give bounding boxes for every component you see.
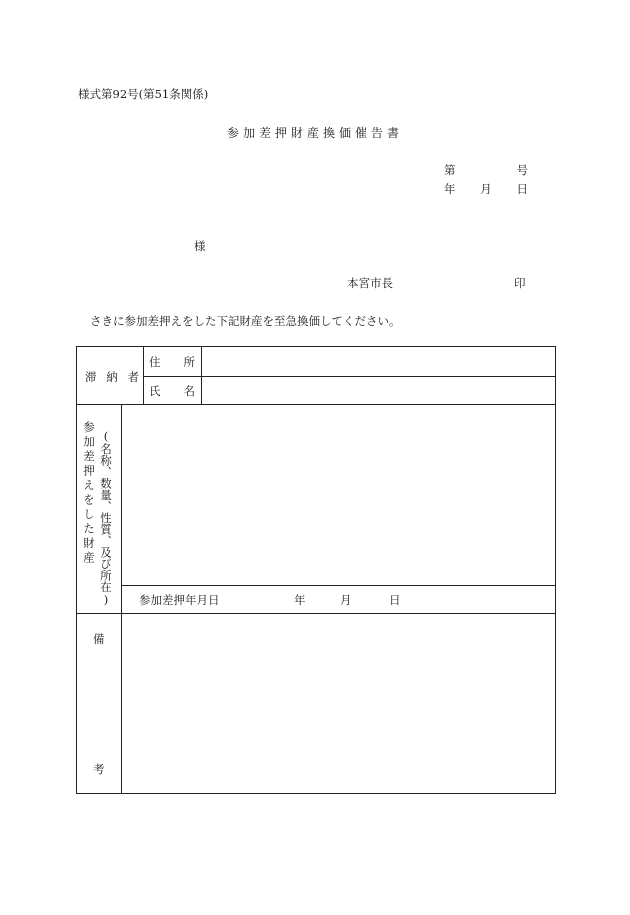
seizure-month: 月 (340, 593, 352, 607)
seizure-date-label: 参加差押年月日 (139, 593, 220, 607)
form-number: 様式第92号(第51条関係) (78, 87, 209, 101)
document-title: 参加差押財産換価催告書 (226, 126, 403, 140)
body-text: さきに参加差押えをした下記財産を至急換価してください。 (90, 314, 401, 328)
divider-field-label (201, 347, 202, 404)
seizure-day: 日 (389, 593, 401, 607)
delinquent-label: 滞 納 者 (85, 370, 139, 384)
number-prefix: 第 (444, 163, 456, 177)
divider-delinquent-label (143, 347, 144, 404)
issuer-name: 本宮市長 (347, 276, 393, 290)
date-year: 年 (444, 182, 456, 196)
name-field[interactable] (207, 378, 553, 403)
remarks-label-bottom: 考 (93, 762, 105, 776)
number-suffix: 号 (516, 163, 528, 177)
remarks-label-top: 備 (93, 632, 105, 646)
property-note: (名称、数量、性質、及び所在) (99, 429, 113, 607)
divider-property-date (121, 585, 555, 586)
form-table (76, 346, 556, 794)
divider-left-column (121, 404, 122, 793)
divider-address-name (143, 376, 555, 377)
divider-property-remarks (77, 613, 555, 614)
date-day: 日 (516, 182, 528, 196)
property-description-field[interactable] (125, 407, 553, 583)
document-date-line (444, 181, 528, 197)
date-month: 月 (480, 182, 492, 196)
seal-mark: 印 (514, 276, 526, 290)
addressee-suffix: 様 (194, 239, 206, 253)
address-field[interactable] (207, 349, 553, 375)
document-number-line (444, 162, 528, 178)
address-label: 住 所 (149, 355, 195, 369)
remarks-field[interactable] (125, 617, 553, 791)
seizure-year: 年 (294, 593, 306, 607)
divider-delinquent-property (77, 404, 555, 405)
property-label: 参加差押えをした財産 (82, 421, 96, 566)
name-label: 氏 名 (149, 384, 195, 398)
